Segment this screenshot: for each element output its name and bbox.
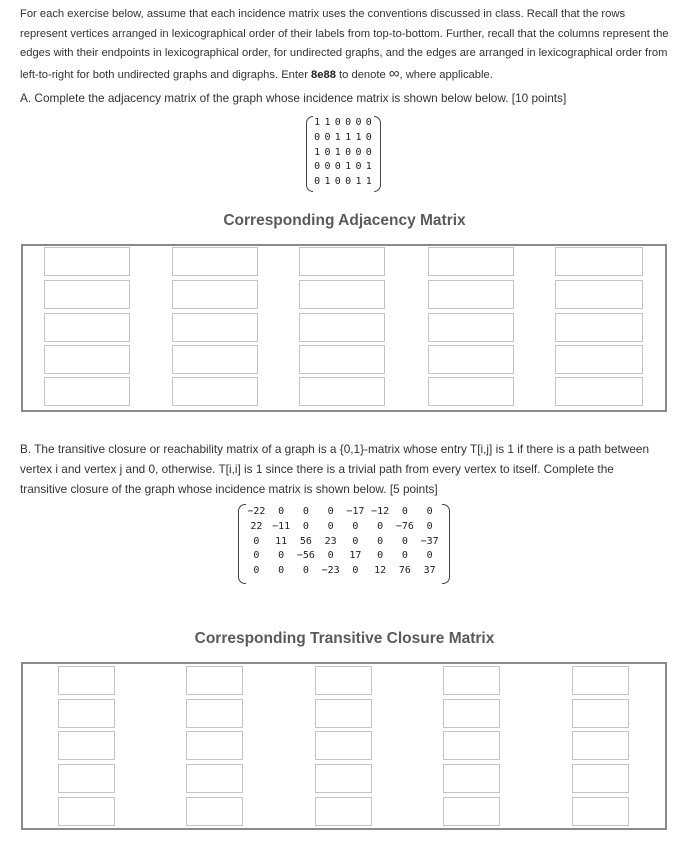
matrix-entry: 23 (324, 535, 337, 547)
closure-input-r2-c2[interactable] (186, 699, 243, 728)
matrix-entry: −76 (395, 520, 414, 532)
matrix-entry: 17 (349, 550, 362, 562)
matrix-entry: 0 (314, 176, 321, 188)
matrix-entry: 1 (324, 117, 331, 128)
matrix-entry: 56 (299, 535, 312, 547)
matrix-entry: −22 (247, 506, 266, 517)
matrix-entry: 11 (275, 535, 288, 547)
right-bracket (374, 116, 381, 192)
matrix-entry: 0 (377, 520, 384, 532)
matrix-entry: 1 (314, 117, 321, 128)
matrix-entry: 76 (398, 565, 411, 577)
closure-input-r5-c5[interactable] (572, 797, 629, 826)
closure-input-r3-c2[interactable] (186, 731, 243, 760)
adjacency-input-r1-c4[interactable] (428, 247, 514, 276)
adjacency-input-r4-c1[interactable] (44, 345, 130, 374)
matrix-entry: 37 (423, 565, 436, 577)
matrix-entry: 0 (253, 565, 260, 577)
adjacency-input-r1-c2[interactable] (172, 247, 258, 276)
closure-input-r4-c4[interactable] (443, 764, 500, 793)
closure-input-r3-c4[interactable] (443, 731, 500, 760)
infinity-code: 8e88 (311, 68, 336, 81)
matrix-entry: 0 (278, 550, 285, 562)
matrix-entry: 1 (324, 176, 331, 188)
matrix-entry: 0 (302, 520, 309, 532)
part-b-paragraph: B. The transitive closure or reachability matrix of a graph is a {0,1}-matrix whose entry T[i,j] is 1 if there is a path between vertex i and vertex j and 0, otherwise. T[i,i] is 1 since there is a trivial path from every vertex to itself. Complete the transitive closure of the graph whose incidence matrix is shown below. [5 points] (20, 442, 650, 496)
closure-input-r4-c5[interactable] (572, 764, 629, 793)
instructions-paragraph (20, 5, 675, 85)
matrix-entry: 0 (355, 146, 362, 158)
matrix-entry: 1 (345, 131, 352, 143)
matrix-entry: 0 (334, 176, 341, 188)
closure-input-r5-c4[interactable] (443, 797, 500, 826)
instructions-text: For each exercise below, assume that each incidence matrix uses the conventions discussed in class. Recall that the rows represent vertices arranged in lexicographical order of their labels from top-to-bottom. Further, recall that the columns represent the edges with their endpoints in lexicographical order, for undirected graphs, and the edges are arranged in lexicographical order from left-to-right for both undirected graphs and digraphs. Enter (20, 8, 669, 81)
matrix-entry: 0 (327, 550, 334, 562)
matrix-entry: 0 (302, 506, 309, 517)
adjacency-input-r4-c2[interactable] (172, 345, 258, 374)
adjacency-input-r3-c4[interactable] (428, 313, 514, 342)
matrix-entry: −56 (296, 550, 315, 562)
matrix-entry: 0 (334, 117, 341, 128)
matrix-entry: 0 (365, 146, 372, 158)
matrix-entry: 0 (253, 535, 260, 547)
adjacency-input-r2-c3[interactable] (299, 280, 385, 309)
matrix-entry: 0 (253, 550, 260, 562)
matrix-entry: 0 (334, 161, 341, 173)
adjacency-input-r5-c2[interactable] (172, 377, 258, 406)
adjacency-input-r5-c1[interactable] (44, 377, 130, 406)
matrix-entry: 0 (426, 520, 433, 532)
matrix-entry: 0 (365, 117, 372, 128)
adjacency-input-r1-c5[interactable] (555, 247, 643, 276)
matrix-entry: 0 (352, 535, 359, 547)
matrix-entry: 0 (345, 117, 352, 128)
adjacency-input-r5-c3[interactable] (299, 377, 385, 406)
matrix-entry: −11 (272, 520, 291, 532)
matrix-entry: 12 (374, 565, 387, 577)
closure-input-r3-c3[interactable] (315, 731, 372, 760)
matrix-entry: 0 (352, 520, 359, 532)
matrix-entry: 0 (314, 131, 321, 143)
matrix-entry: 1 (355, 176, 362, 188)
matrix-entry: 0 (426, 506, 433, 517)
adjacency-input-r2-c5[interactable] (555, 280, 643, 309)
closure-input-r2-c5[interactable] (572, 699, 629, 728)
adjacency-input-r5-c5[interactable] (555, 377, 643, 406)
matrix-entry: −37 (420, 535, 439, 547)
matrix-entry: 0 (327, 520, 334, 532)
matrix-entry: 0 (324, 146, 331, 158)
adjacency-input-r3-c2[interactable] (172, 313, 258, 342)
matrix-entry: 0 (377, 535, 384, 547)
matrix-entry: 0 (426, 550, 433, 562)
matrix-entry: 0 (314, 161, 321, 173)
closure-input-r1-c4[interactable] (443, 666, 500, 695)
part-a-question: A. Complete the adjacency matrix of the graph whose incidence matrix is shown below below. [10 points] (20, 91, 567, 105)
adjacency-matrix-heading: Corresponding Adjacency Matrix (223, 212, 466, 229)
closure-input-r3-c5[interactable] (572, 731, 629, 760)
closure-input-r5-c2[interactable] (186, 797, 243, 826)
matrix-entry: 0 (327, 506, 334, 517)
matrix-entry: 1 (345, 161, 352, 173)
transitive-closure-heading: Corresponding Transitive Closure Matrix (194, 630, 495, 647)
instructions-text-3: , where applicable. (399, 68, 493, 81)
matrix-entry: 0 (302, 565, 309, 577)
closure-input-r3-c1[interactable] (58, 731, 115, 760)
closure-input-r4-c1[interactable] (58, 764, 115, 793)
closure-input-r4-c3[interactable] (315, 764, 372, 793)
closure-input-r1-c5[interactable] (572, 666, 629, 695)
matrix-entry: 0 (355, 161, 362, 173)
matrix-entry: 1 (355, 131, 362, 143)
matrix-entry: 1 (334, 146, 341, 158)
matrix-entry: −23 (321, 565, 340, 577)
closure-input-r5-c1[interactable] (58, 797, 115, 826)
closure-input-r5-c3[interactable] (315, 797, 372, 826)
matrix-entry: 0 (401, 535, 408, 547)
closure-input-r4-c2[interactable] (186, 764, 243, 793)
matrix-entry: 0 (278, 506, 285, 517)
adjacency-input-r3-c3[interactable] (299, 313, 385, 342)
matrix-entry: 1 (314, 146, 321, 158)
closure-input-r2-c4[interactable] (443, 699, 500, 728)
adjacency-input-r3-c1[interactable] (44, 313, 130, 342)
matrix-entry: 22 (250, 520, 263, 532)
matrix-entry: 0 (401, 506, 408, 517)
adjacency-input-r5-c4[interactable] (428, 377, 514, 406)
matrix-entry: 0 (278, 565, 285, 577)
adjacency-input-r2-c2[interactable] (172, 280, 258, 309)
matrix-entry: 0 (355, 117, 362, 128)
matrix-entry: 0 (365, 131, 372, 143)
closure-input-r2-c1[interactable] (58, 699, 115, 728)
matrix-entry: 1 (365, 176, 372, 188)
closure-input-r1-c2[interactable] (186, 666, 243, 695)
adjacency-input-r4-c4[interactable] (428, 345, 514, 374)
adjacency-input-r1-c3[interactable] (299, 247, 385, 276)
matrix-entry: 1 (334, 131, 341, 143)
adjacency-input-r4-c5[interactable] (555, 345, 643, 374)
matrix-entry: −17 (346, 506, 365, 517)
adjacency-input-r3-c5[interactable] (555, 313, 643, 342)
matrix-entry: 1 (365, 161, 372, 173)
adjacency-input-r2-c1[interactable] (44, 280, 130, 309)
instructions-text-2: to denote (335, 68, 389, 81)
matrix-entry: 0 (345, 176, 352, 188)
adjacency-input-r4-c3[interactable] (299, 345, 385, 374)
matrix-entry: 0 (324, 161, 331, 173)
matrix-entry: 0 (377, 550, 384, 562)
matrix-entry: 0 (324, 131, 331, 143)
matrix-entry: 0 (345, 146, 352, 158)
right-bracket (442, 504, 450, 584)
adjacency-input-r2-c4[interactable] (428, 280, 514, 309)
closure-input-r1-c3[interactable] (315, 666, 372, 695)
adjacency-input-r1-c1[interactable] (44, 247, 130, 276)
infinity-symbol: ∞ (388, 64, 400, 82)
matrix-entry: −12 (371, 506, 390, 517)
closure-input-r1-c1[interactable] (58, 666, 115, 695)
closure-input-r2-c3[interactable] (315, 699, 372, 728)
matrix-entry: 0 (352, 565, 359, 577)
matrix-entry: 0 (401, 550, 408, 562)
